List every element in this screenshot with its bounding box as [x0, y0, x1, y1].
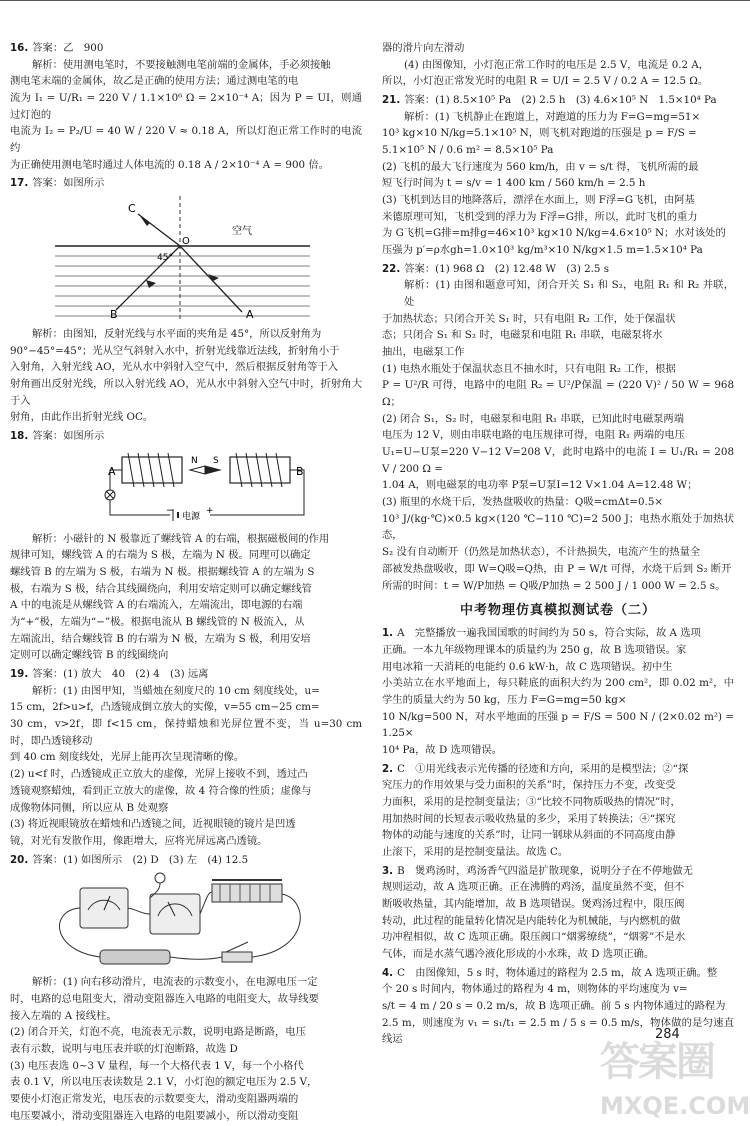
- svg-text:B: B: [296, 464, 304, 478]
- circuit-figure: [10, 870, 362, 970]
- right-column: [382, 40, 734, 1050]
- left-column: [10, 40, 362, 1126]
- solenoid-diagram: [10, 447, 362, 527]
- label-b: B: [110, 308, 118, 322]
- label-c: C: [128, 202, 136, 216]
- solenoid-figure: [10, 447, 362, 527]
- svg-text:N: N: [191, 455, 198, 466]
- page-top-edge: [0, 0, 750, 10]
- answer-20-continued: 器的滑片向左滑动 (4) 由图像知，小灯泡正常工作时的电压是 2.5 V，电流是 0.2 A， 所以，小灯泡正常发光时的电阻 R = U/I = 2.5 V / 0.2 A = 12.5 Ω。: [382, 42, 710, 88]
- svg-text:S: S: [213, 455, 219, 466]
- refraction-diagram: [10, 194, 362, 322]
- page-number: 284: [655, 1027, 680, 1042]
- refraction-figure: [10, 194, 362, 322]
- svg-text:电源: 电源: [182, 511, 201, 522]
- answer-22: 22. 答案：(1) 968 Ω (2) 12.48 W (3) 2.5 s 解析：(1) 由图和题意可知，闭合开关 S₁ 和 S₂，电阻 R₁ 和 R₂ 并联，处 于加热状态；只闭合开关 S₁ 时，只有电阻 R₂ 工作，处于保温状 态；只闭合 S₁ 和 S₂ 时，电磁泵和电阻 R₁ 串联，电磁泵将水 抽出，电磁泵工作 (1) 电热水瓶处于保温状态且不抽水时，只有电阻 R₂ 工作，根据 P = U²/R 可得，电路中的电阻 R₂ = U²/P保温 = (220 V)² / 50 W = 968 Ω； (2) 闭合 S₁，S₂ 时，电磁泵和电阻 R₁ 串联，已知此时电磁泵两端 电压为 12 V，则由串联电路的电压规律可得，电阻 R₁ 两端的电压 U₁=U−U泵=220 V−12 V=208 V，此时电路中的电流 I = U₁/R₁ = 208 V / 200 Ω = 1.04 A，则电磁泵的电功率 P泵=U泵I=12 V×1.04 A=12.48 W； (3) 瓶里的水烧干后，发热盘吸收的热量：Q吸=cmΔt=0.5× 10³ J/(kg·℃)×0.5 kg×(120 ℃−110 ℃)=2 500 J；电热水瓶处于加热状态， S₂ 没有自动断开（仍然是加热状态），不计热损失，电流产生的热量全 部被发热盘吸收，即 W=Q吸=Q热，由 P = W/t 可得，水烧干后到 S₂ 断开 所需的时间：t = W/P加热 = Q吸/P加热 = 2 500 J / 1 000 W = 2.5 s。: [382, 262, 734, 592]
- section-title: 中考物理仿真模拟测试卷（二）: [459, 603, 656, 619]
- svg-text:−: −: [166, 505, 174, 516]
- answer-19: 19. 答案：(1) 放大 40 (2) 4 (3) 远离 解析：(1) 由图甲知，当蜡烛在刻度尺的 10 cm 刻度线处，u= 15 cm，2f>u>f，凸透镜成倒立放大的实像，v=55 cm−25 cm= 30 cm，v>2f，即 f<15 cm，保持蜡烛和光屏位置不变，当 u=30 cm 时，即凸透镜移动 到 40 cm 刻度线处，光屏上能再次呈现清晰的像。 (2) u<f 时，凸透镜成正立放大的虚像，光屏上接收不到，透过凸 透镜观察蜡烛，看到正立放大的虚像，故 4 符合像的性质；虚像与 成像物体同侧，所以应从 B 处观察 (3) 将近视眼镜放在蜡烛和凸透镜之间，近视眼镜的镜片是凹透 镜，对光有发散作用，像距增大，应将光屏远离凸透镜。: [10, 668, 362, 847]
- label-o: O: [182, 236, 190, 248]
- answer-s2: 2. C ①用光线表示光传播的径迹和方向，采用的是模型法；②“探 究压力的作用效果与受力面积的关系”时，保持压力不变，改变受 力面积，采用的是控制变量法；③“比较不同物质吸热的情况”时， 用加热时间的长短表示吸收热量的多少，采用了转换法；④“探究 物体的动能与速度的关系”时，让同一钢球从斜面的不同高度由静 止滚下，采用的是控制变量法。故选 C。: [382, 762, 689, 858]
- answer-s1: 1. A 完整播放一遍我国国歌的时间约为 50 s，符合实际，故 A 选项 正确。一本九年级物理课本的质量约为 250 g，故 B 选项错误。家 用电冰箱一天消耗的电能约 0.6 kW·h，故 C 选项错误。初中生 小美站立在水平地面上，每只鞋底的面积大约为 200 cm²，即 0.02 m²，中学生的质量大约为 50 kg，压力 F=G=mg=50 kg× 10 N/kg=500 N，对水平地面的压强 p = F/S = 500 N / (2×0.02 m²) = 1.25× 10⁴ Pa，故 D 选项错误。: [382, 627, 734, 756]
- label-air: 空气: [232, 226, 252, 238]
- label-a: A: [246, 308, 254, 322]
- answer-s4: 4. C 由图像知，5 s 时，物体通过的路程为 2.5 m，故 A 选项正确。整 个 20 s 时间内，物体通过的路程为 4 m，则物体的平均速度为 v= s/t = 4 m / 20 s = 0.2 m/s，故 B 选项正确。前 5 s 内物体通过的路程为 2.5 m，则速度为 v₁ = s₁/t₁ = 2.5 m / 5 s = 0.5 m/s，物体做的是匀速直线运: [382, 966, 734, 1046]
- label-angle: 45°: [157, 253, 173, 264]
- answer-17: 17. 答案：如图所示 C O 空气 45° B A 解析：由图知，反射光线与水平面的夹角是 45°，所以反射角为 90°−45°=45°；光从空气斜射入水中，折射光线靠近法线，折射角小于 入射角，入射光线 AO，光从水中斜射入空气中，然后根据反射角等于入 射角画出反射光线，所以入射光线 AO，光从水中斜射入空气中时，折射角大于入 射角，由此作出折射光线 OC。: [10, 177, 362, 424]
- question-number: 16.: [10, 42, 29, 54]
- svg-text:A: A: [108, 464, 116, 478]
- answer-20: 20. 答案：(1) 如图所示 (2) D (3) 左 (4) 12.5 解析：(1) 向右移动滑片，电流表的示数变小，在电源电压一定 时，电路的总电阻变大，滑动变阻器连入电路的电阻变大，故导线要 接入左端的 A 接线柱。 (2) 闭合开关，灯泡不亮，电流表无示数，说明电路是断路，电压 表有示数，说明与电压表并联的灯泡断路，故选 D (3) 电压表选 0~3 V 量程，每一个大格代表 1 V，每一个小格代 表 0.1 V，所以电压表读数是 2.1 V，小灯泡的额定电压为 2.5 V， 要使小灯泡正常发光，电压表的示数要变大，滑动变阻器两端的 电压要减小，滑动变阻器连入电路的电阻要减小，所以滑动变阻: [10, 852, 362, 1125]
- circuit-photo-diagram: [10, 870, 362, 970]
- answer-18: 18. 答案：如图所示 N S A B − 电源 + 解析：小磁针的 N 极靠近了螺线管 A 的右端，根据磁极间的作用 规律可知，螺线管 A 的右端为 S 极，左端为 N 极。同理可以确定 螺线管 B 的左端为 S 极，右端为 N 极。根据螺线管 A 的左端为 S 极，右端为 S 极，结合其线圈绕向，利用安培定则可以确定螺线管 A 中的电流是从螺线管 A 的右端流入，左端流出，即电源的右端 为“+”极，左端为“−”极。根据电流从 B 螺线管的 N 极流入，从 左端流出，结合螺线管 B 的右端为 N 极，左端为 S 极，利用安培 定则可以确定螺线管 B 的线圈绕向: [10, 428, 362, 664]
- svg-text:+: +: [206, 505, 214, 516]
- answer-s3: 3. B 煲鸡汤时，鸡汤香气四溢是扩散现象，说明分子在不停地做无 规则运动，故 A 选项正确。正在沸腾的鸡汤，温度虽然不变，但不 断吸收热量，其内能增加，故 B 选项错误。煲鸡汤过程中，限压阀 转动，此过程的能量转化情况是内能转化为机械能，与内燃机的做 功冲程相似，故 C 选项正确。限压阀口“烟雾缭绕”，“烟雾”不是水 气体，而是水蒸气遇冷液化形成的小水珠，故 D 选项正确。: [382, 864, 693, 960]
- answer-16: 16. 答案：乙 900 解析：使用测电笔时，不要接触测电笔前端的金属体，手必须接触 测电笔末端的金属体，故乙是正确的使用方法；通过测电笔的电 流为 I₁ = U/R₁ = 220 V / 1.1×10⁶ Ω = 2×10⁻⁴ A；因为 P = UI，则通过灯泡的 电流为 I₂ = P₂/U = 40 W / 220 V ≈ 0.18 A，所以灯泡正常工作时的电流约 为正确使用测电笔时通过人体电流的 0.18 A / 2×10⁻⁴ A = 900 倍。: [10, 42, 362, 171]
- answer-21: 21. 答案：(1) 8.5×10⁵ Pa (2) 2.5 h (3) 4.6×10⁵ N 1.5×10⁴ Pa 解析：(1) 飞机静止在跑道上，对跑道的压力为 F=G=mg=51× 10³ kg×10 N/kg=5.1×10⁵ N，则飞机对跑道的压强是 p = F/S = 5.1×10⁵ N / 0.6 m² = 8.5×10⁵ Pa (2) 飞机的最大飞行速度为 560 km/h，由 v = s/t 得，飞机所需的最 短飞行时间为 t = s/v = 1 400 km / 560 km/h = 2.5 h (3) 飞机到达目的地降落后，漂浮在水面上，则 F浮=G飞机，由阿基 米德原理可知，飞机受到的浮力为 F浮=G排，所以，此时飞机的重力 为 G飞机=G排=m排g=46×10³ kg×10 N/kg=4.6×10⁵ N；水对该处的 压强为 p′=ρ水gh=1.0×10³ kg/m³×10 N/kg×1.5 m=1.5×10⁴ Pa: [382, 94, 726, 257]
- watermark-logo: 答案圈 MXQE.COM: [600, 1039, 750, 1120]
